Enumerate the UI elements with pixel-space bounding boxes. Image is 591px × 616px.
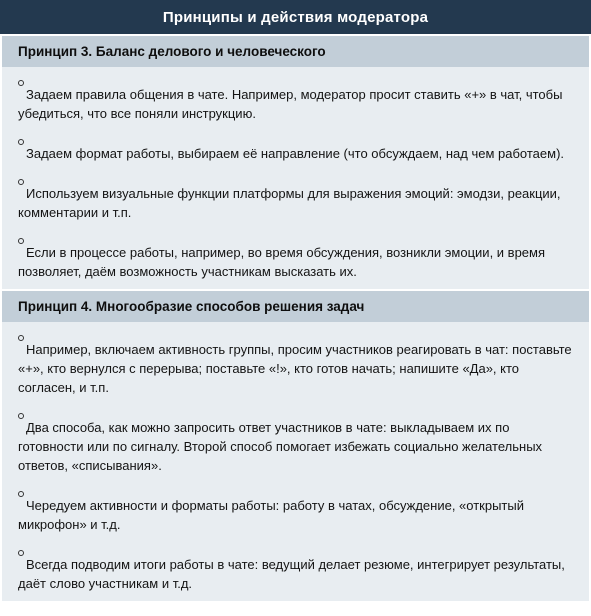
circle-bullet-icon — [18, 139, 24, 145]
list-item-text: Два способа, как можно запросить ответ участников в чате: выкладываем их по готовности или по сигналу. Второй способ помогает избежать социально желательных ответов, «списывания». — [18, 420, 543, 473]
list-item — [18, 243, 577, 287]
list-item-text: Задаем формат работы, выбираем её направление (что обсуждаем, над чем работаем). — [26, 146, 565, 161]
list-item — [18, 555, 577, 599]
circle-bullet-icon — [18, 80, 24, 86]
list-item-text: Используем визуальные функции платформы для выражения эмоций: эмодзи, реакции, комментарии и т.п. — [18, 186, 561, 220]
section-heading-principle-4 — [2, 291, 589, 322]
list-item — [18, 496, 577, 534]
section-body-principle-4 — [2, 322, 589, 601]
circle-bullet-icon — [18, 238, 24, 244]
list-item — [18, 144, 577, 163]
list-item-text: Чередуем активности и форматы работы: работу в чатах, обсуждение, «открытый микрофон» и т.д. — [18, 498, 524, 532]
list-item — [18, 184, 577, 222]
section-heading-text: Принцип 3. Баланс делового и человеческого — [18, 44, 326, 59]
list-item-text: Всегда подводим итоги работы в чате: ведущий делает резюме, интегрирует результаты, даёт слово участникам и т.д. — [18, 557, 565, 591]
list-item — [18, 418, 577, 475]
section-heading-text: Принцип 4. Многообразие способов решения задач — [18, 299, 365, 314]
list-item-text: Задаем правила общения в чате. Например, модератор просит ставить «+» в чат, чтобы убедиться, что все поняли инструкцию. — [18, 87, 563, 121]
list-item — [18, 340, 577, 397]
list-item — [18, 85, 577, 123]
section-heading-principle-3 — [2, 36, 589, 67]
section-body-principle-3 — [2, 67, 589, 289]
page-title-text: Принципы и действия модератора — [162, 8, 429, 26]
circle-bullet-icon — [18, 550, 24, 556]
circle-bullet-icon — [18, 413, 24, 419]
circle-bullet-icon — [18, 491, 24, 497]
list-item-text: Например, включаем активность группы, просим участников реагировать в чат: поставьте «+», кто вернулся с перерыва; поставьте «!», кто готов начать; напишите «Да», кто согласен, и т.п. — [18, 342, 572, 395]
circle-bullet-icon — [18, 335, 24, 341]
list-item-text: Если в процессе работы, например, во время обсуждения, возникли эмоции, и время позволяет, даём возможность участникам высказать их. — [18, 245, 546, 279]
circle-bullet-icon — [18, 179, 24, 185]
page-title — [0, 0, 591, 34]
